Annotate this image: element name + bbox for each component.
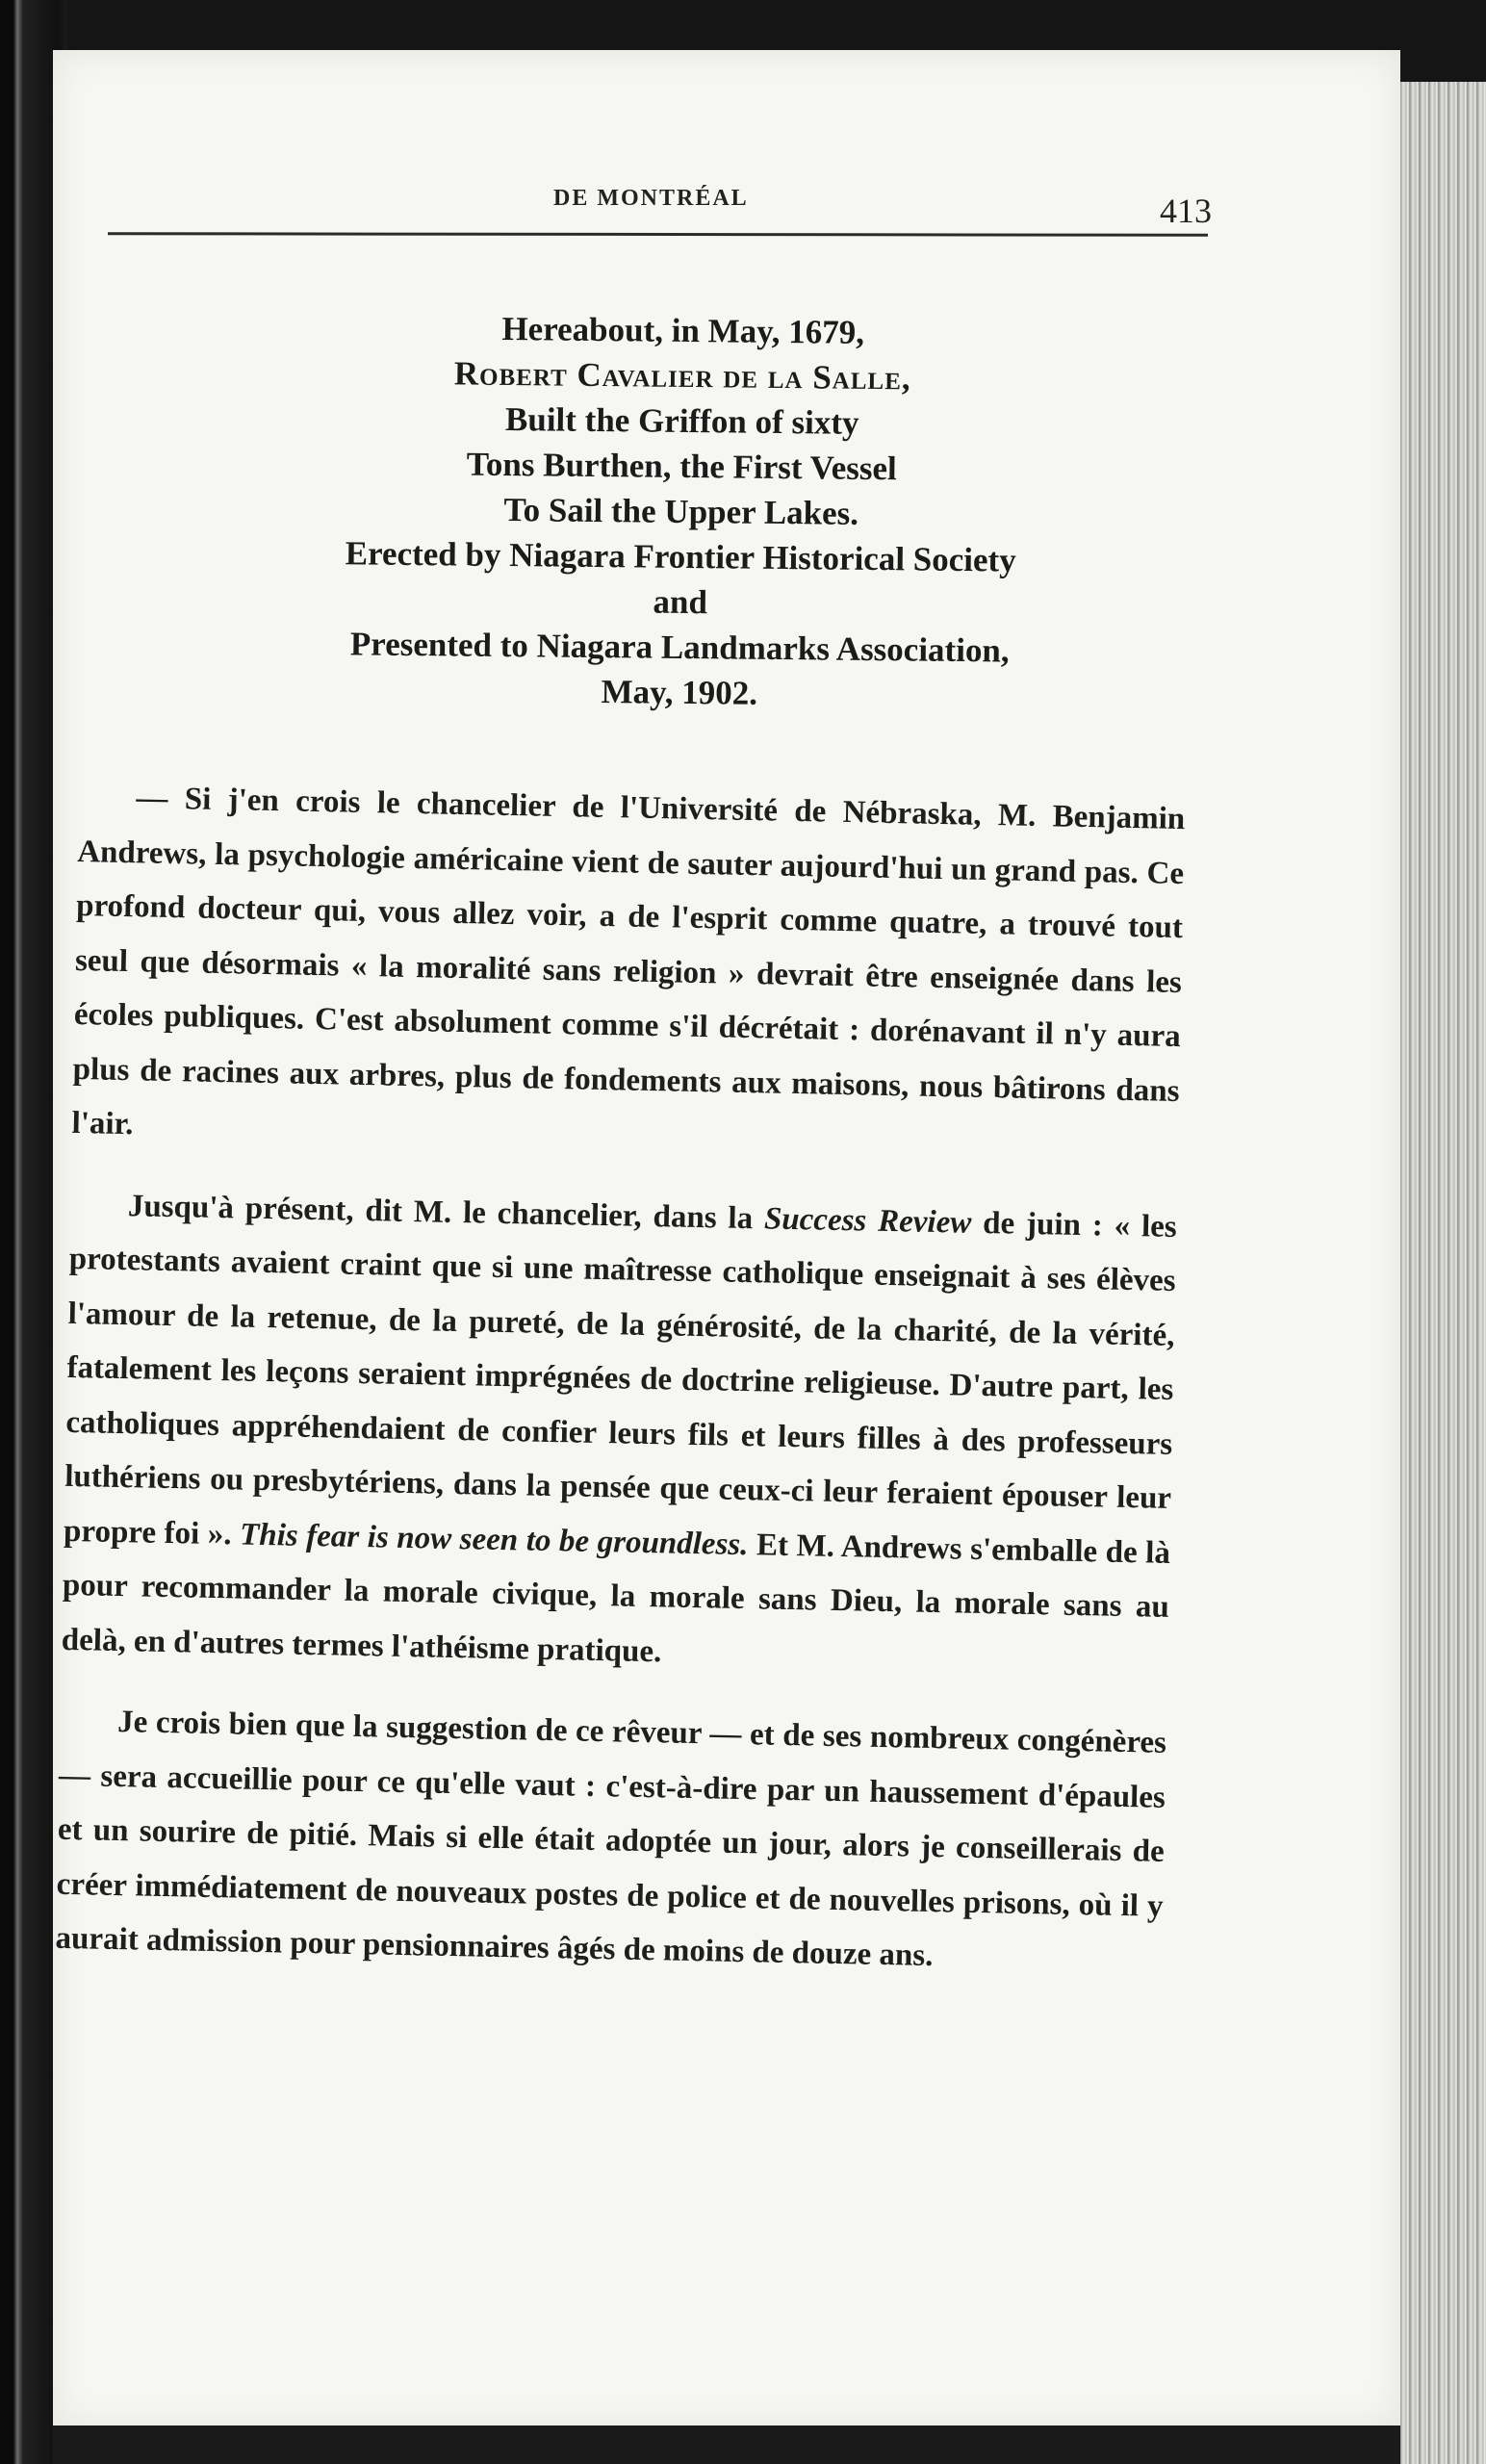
inscription-line: Built the Griffon of sixty <box>504 399 859 442</box>
publication-title: Success Review <box>763 1200 972 1241</box>
paragraph-text: Jusqu'à présent, dit M. le chancelier, dans la <box>127 1188 765 1236</box>
plaque-inscription <box>227 303 1136 720</box>
paragraph <box>61 1177 1177 1688</box>
paragraph: Je crois bien que la suggestion de ce rêveur — et de ses nombreux congénères — sera accueillie pour ce qu'elle vaut : c'est-à-dire par un haussement d'épaules et un sourire de pitié. Mais si elle était adoptée un jour, alors je conseillerais de créer immédiatement de nouveaux postes de police et de nouvelles prisons, où il y aurait admission pour pensionnaires âgés de moins de douze ans. <box>55 1705 1167 1974</box>
inscription-line: Hereabout, in May, 1679, <box>501 309 865 351</box>
inscription-line: To Sail the Upper Lakes. <box>503 490 859 532</box>
paragraph-text: de juin : « les protestants avaient craint que si une maîtresse catholique enseignait à ses élèves l'amour de la retenue, de la pureté, de la générosité, de la charité, de la vérité, fatalement les leçons seraient imprégnées de doctrine religieuse. D'autre part, les catholiques appréhendaient de confier leurs fils et leurs filles à des professeurs luthériens ou presbytériens, dans la pensée que ceux-ci leur feraient épouser leur propre foi ». <box>63 1205 1178 1553</box>
inscription-line: Presented to Niagara Landmarks Association, <box>349 625 1010 670</box>
running-head: DE MONTRÉAL <box>553 186 749 211</box>
inscription-line: May, 1902. <box>601 673 758 712</box>
inscription-line: Robert Cavalier de la Salle, <box>453 354 911 398</box>
bottom-shadow <box>53 2426 1400 2464</box>
inscription-line: Erected by Niagara Frontier Historical Society <box>345 534 1016 579</box>
body-text <box>55 770 1186 2015</box>
page-number: 413 <box>1160 192 1212 230</box>
inscription-line: and <box>653 582 708 622</box>
inscription-line: Tons Burthen, the First Vessel <box>466 445 897 488</box>
english-quote: This fear is now seen to be groundless. <box>239 1517 749 1562</box>
paragraph-text: Et M. Andrews s'emballe de là pour recommander la morale civique, la morale sans Dieu, la morale sans au delà, en d'autres termes l'athéisme pratique. <box>61 1527 1171 1669</box>
paragraph: — Si j'en crois le chancelier de l'Université de Nébraska, M. Benjamin Andrews, la psychologie américaine vient de sauter aujourd'hui un grand pas. Ce profond docteur qui, vous allez voir, a de l'esprit comme quatre, a trouvé tout seul que désormais « la moralité sans religion » devrait être enseignée dans les écoles publiques. C'est absolument comme s'il décrétait : dorénavant il n'y aura plus de racines aux arbres, plus de fondements aux maisons, nous bâtirons dans l'air. <box>71 781 1186 1142</box>
